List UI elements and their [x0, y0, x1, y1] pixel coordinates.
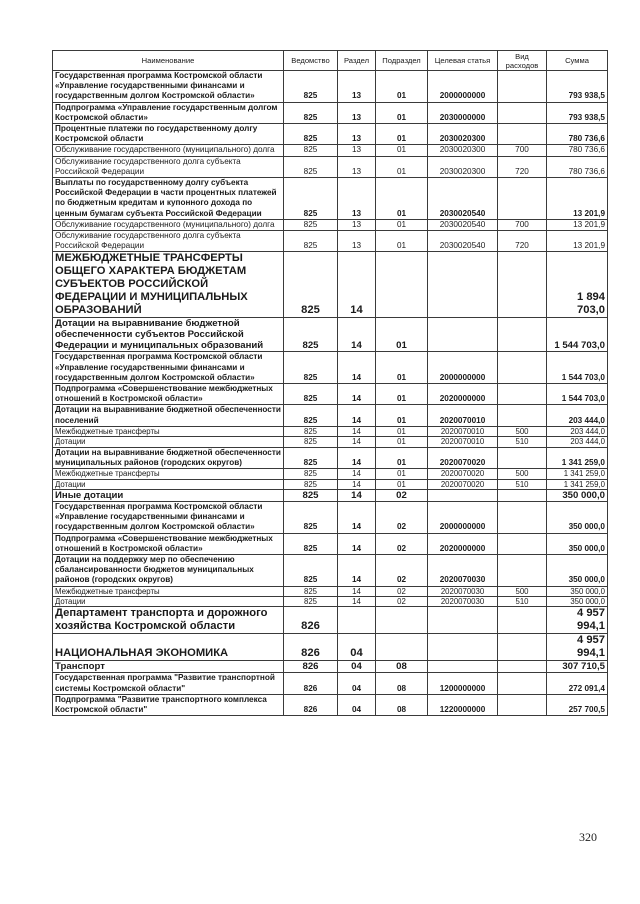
cell-summa: 793 938,5	[547, 102, 608, 123]
cell-tselevaya-statya	[428, 607, 498, 634]
table-row	[53, 145, 608, 156]
cell-vedomstvo: 825	[284, 384, 338, 405]
table-row	[53, 447, 608, 468]
cell-name: Подпрограмма «Совершенствование межбюджетных отношений в Костромской области»	[53, 384, 284, 405]
cell-tselevaya-statya: 2030020300	[428, 156, 498, 177]
table-row	[53, 156, 608, 177]
table-row	[53, 501, 608, 533]
table-row	[53, 219, 608, 230]
table-row	[53, 318, 608, 352]
cell-summa: 1 894 703,0	[547, 252, 608, 318]
table-row	[53, 673, 608, 694]
cell-podrazdel: 08	[376, 694, 428, 715]
cell-razdel: 13	[338, 124, 376, 145]
cell-name: Государственная программа Костромской области «Управление государственными финансами и государственным долгом Костромской области»	[53, 501, 284, 533]
cell-podrazdel: 02	[376, 501, 428, 533]
cell-tselevaya-statya: 2020070030	[428, 596, 498, 606]
cell-tselevaya-statya: 2030000000	[428, 102, 498, 123]
cell-tselevaya-statya: 2020070020	[428, 479, 498, 489]
cell-vid-raskhodov	[498, 352, 547, 384]
cell-razdel: 14	[338, 469, 376, 479]
cell-vedomstvo: 826	[284, 661, 338, 673]
cell-tselevaya-statya: 2020000000	[428, 533, 498, 554]
cell-vedomstvo: 825	[284, 178, 338, 220]
cell-vid-raskhodov: 510	[498, 596, 547, 606]
table-row	[53, 694, 608, 715]
cell-name: Обслуживание государственного (муниципального) долга	[53, 145, 284, 156]
header-vedomstvo: Ведомство	[284, 51, 338, 71]
cell-name: Транспорт	[53, 661, 284, 673]
cell-vid-raskhodov	[498, 252, 547, 318]
table-row	[53, 586, 608, 596]
cell-tselevaya-statya: 2020070030	[428, 586, 498, 596]
cell-razdel: 04	[338, 634, 376, 661]
cell-summa: 350 000,0	[547, 554, 608, 586]
cell-name: Дотации на выравнивание бюджетной обеспеченности поселений	[53, 405, 284, 426]
cell-vid-raskhodov	[498, 673, 547, 694]
cell-razdel: 14	[338, 489, 376, 501]
cell-podrazdel	[376, 607, 428, 634]
cell-name: Дотации на выравнивание бюджетной обеспеченности субъектов Российской Федерации и муниципальных образований	[53, 318, 284, 352]
cell-summa: 1 544 703,0	[547, 352, 608, 384]
cell-vedomstvo: 825	[284, 586, 338, 596]
cell-vid-raskhodov	[498, 405, 547, 426]
cell-summa: 793 938,5	[547, 71, 608, 103]
cell-tselevaya-statya	[428, 489, 498, 501]
cell-razdel: 14	[338, 596, 376, 606]
cell-summa: 350 000,0	[547, 489, 608, 501]
cell-summa: 257 700,5	[547, 694, 608, 715]
table-row	[53, 102, 608, 123]
cell-name: Дотации	[53, 596, 284, 606]
cell-name: Выплаты по государственному долгу субъекта Российской Федерации в части процентных платежей по бюджетным кредитам и купонного дохода по ценным бумагам субъекта Российской Федерации	[53, 178, 284, 220]
cell-razdel: 14	[338, 252, 376, 318]
cell-razdel: 14	[338, 501, 376, 533]
cell-razdel: 14	[338, 586, 376, 596]
cell-vid-raskhodov: 510	[498, 437, 547, 447]
cell-tselevaya-statya: 2030020300	[428, 124, 498, 145]
cell-podrazdel: 02	[376, 533, 428, 554]
table-row	[53, 607, 608, 634]
cell-podrazdel: 01	[376, 124, 428, 145]
cell-vid-raskhodov	[498, 384, 547, 405]
cell-vedomstvo: 825	[284, 145, 338, 156]
cell-vedomstvo: 825	[284, 318, 338, 352]
cell-podrazdel: 01	[376, 156, 428, 177]
cell-podrazdel: 01	[376, 231, 428, 252]
cell-razdel: 14	[338, 533, 376, 554]
cell-razdel: 13	[338, 145, 376, 156]
cell-podrazdel	[376, 252, 428, 318]
cell-razdel: 14	[338, 554, 376, 586]
cell-tselevaya-statya: 2000000000	[428, 71, 498, 103]
cell-vid-raskhodov	[498, 501, 547, 533]
cell-vid-raskhodov: 720	[498, 156, 547, 177]
table-header-row	[53, 51, 608, 71]
cell-name: Межбюджетные трансферты	[53, 426, 284, 436]
cell-summa: 1 341 259,0	[547, 447, 608, 468]
cell-name: Департамент транспорта и дорожного хозяйства Костромской области	[53, 607, 284, 634]
cell-tselevaya-statya: 2020070010	[428, 426, 498, 436]
cell-vedomstvo: 825	[284, 219, 338, 230]
cell-podrazdel: 01	[376, 102, 428, 123]
table-row	[53, 252, 608, 318]
cell-name: Государственная программа Костромской области «Управление государственными финансами и государственным долгом Костромской области»	[53, 352, 284, 384]
cell-tselevaya-statya: 2000000000	[428, 501, 498, 533]
cell-summa: 350 000,0	[547, 533, 608, 554]
cell-tselevaya-statya: 2000000000	[428, 352, 498, 384]
cell-tselevaya-statya: 2030020540	[428, 178, 498, 220]
cell-vid-raskhodov	[498, 489, 547, 501]
cell-podrazdel: 02	[376, 596, 428, 606]
cell-summa: 307 710,5	[547, 661, 608, 673]
cell-summa: 272 091,4	[547, 673, 608, 694]
cell-vedomstvo: 825	[284, 554, 338, 586]
cell-vid-raskhodov: 700	[498, 145, 547, 156]
cell-podrazdel: 02	[376, 586, 428, 596]
cell-razdel	[338, 607, 376, 634]
header-summa: Сумма	[547, 51, 608, 71]
cell-podrazdel: 08	[376, 673, 428, 694]
cell-vedomstvo: 825	[284, 231, 338, 252]
cell-vid-raskhodov	[498, 318, 547, 352]
cell-name: Государственная программа "Развитие транспортной системы Костромской области"	[53, 673, 284, 694]
table-row	[53, 469, 608, 479]
header-podrazdel: Подраздел	[376, 51, 428, 71]
cell-podrazdel: 01	[376, 447, 428, 468]
cell-vedomstvo: 826	[284, 634, 338, 661]
cell-vedomstvo: 825	[284, 405, 338, 426]
cell-tselevaya-statya: 2020070020	[428, 469, 498, 479]
cell-name: Подпрограмма «Управление государственным долгом Костромской области»	[53, 102, 284, 123]
cell-summa: 203 444,0	[547, 426, 608, 436]
cell-tselevaya-statya: 2030020540	[428, 231, 498, 252]
table-row	[53, 479, 608, 489]
cell-vedomstvo: 825	[284, 533, 338, 554]
cell-vedomstvo: 825	[284, 71, 338, 103]
cell-podrazdel: 01	[376, 437, 428, 447]
cell-summa: 780 736,6	[547, 156, 608, 177]
header-name: Наименование	[53, 51, 284, 71]
cell-razdel: 14	[338, 318, 376, 352]
cell-vid-raskhodov	[498, 554, 547, 586]
cell-vedomstvo: 826	[284, 607, 338, 634]
cell-name: Дотации	[53, 437, 284, 447]
cell-podrazdel: 01	[376, 71, 428, 103]
cell-tselevaya-statya: 2020070030	[428, 554, 498, 586]
cell-name: Дотации на выравнивание бюджетной обеспеченности муниципальных районов (городских округов)	[53, 447, 284, 468]
table-row	[53, 426, 608, 436]
cell-name: Обслуживание государственного (муниципального) долга	[53, 219, 284, 230]
cell-summa: 203 444,0	[547, 405, 608, 426]
cell-tselevaya-statya: 2030020540	[428, 219, 498, 230]
cell-summa: 4 957 994,1	[547, 607, 608, 634]
cell-summa: 13 201,9	[547, 219, 608, 230]
cell-name: Дотации на поддержку мер по обеспечению сбалансированности бюджетов муниципальных районов (городских округов)	[53, 554, 284, 586]
cell-tselevaya-statya	[428, 252, 498, 318]
cell-tselevaya-statya: 2020000000	[428, 384, 498, 405]
cell-vedomstvo: 825	[284, 489, 338, 501]
cell-razdel: 14	[338, 447, 376, 468]
cell-summa: 203 444,0	[547, 437, 608, 447]
cell-razdel: 13	[338, 102, 376, 123]
cell-name: Подпрограмма «Совершенствование межбюджетных отношений в Костромской области»	[53, 533, 284, 554]
cell-summa: 350 000,0	[547, 596, 608, 606]
cell-podrazdel: 01	[376, 318, 428, 352]
cell-podrazdel: 01	[376, 405, 428, 426]
cell-summa: 1 544 703,0	[547, 384, 608, 405]
cell-tselevaya-statya	[428, 661, 498, 673]
cell-summa: 4 957 994,1	[547, 634, 608, 661]
cell-podrazdel: 01	[376, 352, 428, 384]
cell-razdel: 14	[338, 426, 376, 436]
cell-vedomstvo: 825	[284, 156, 338, 177]
cell-razdel: 04	[338, 673, 376, 694]
cell-name: Межбюджетные трансферты	[53, 469, 284, 479]
table-row	[53, 489, 608, 501]
cell-name: Процентные платежи по государственному долгу Костромской области	[53, 124, 284, 145]
cell-tselevaya-statya	[428, 318, 498, 352]
table-row	[53, 124, 608, 145]
cell-tselevaya-statya: 2020070020	[428, 447, 498, 468]
cell-razdel: 13	[338, 219, 376, 230]
cell-name: Иные дотации	[53, 489, 284, 501]
cell-tselevaya-statya: 1220000000	[428, 694, 498, 715]
cell-razdel: 14	[338, 479, 376, 489]
cell-podrazdel: 01	[376, 145, 428, 156]
cell-vid-raskhodov	[498, 533, 547, 554]
cell-vedomstvo: 825	[284, 479, 338, 489]
header-razdel: Раздел	[338, 51, 376, 71]
cell-tselevaya-statya: 1200000000	[428, 673, 498, 694]
cell-razdel: 04	[338, 694, 376, 715]
cell-podrazdel: 08	[376, 661, 428, 673]
cell-vid-raskhodov	[498, 634, 547, 661]
table-row	[53, 384, 608, 405]
table-row	[53, 352, 608, 384]
cell-vid-raskhodov: 510	[498, 479, 547, 489]
cell-vid-raskhodov: 720	[498, 231, 547, 252]
cell-name: Обслуживание государственного долга субъекта Российской Федерации	[53, 231, 284, 252]
cell-razdel: 13	[338, 156, 376, 177]
cell-vedomstvo: 825	[284, 102, 338, 123]
cell-name: Подпрограмма "Развитие транспортного комплекса Костромской области"	[53, 694, 284, 715]
cell-summa: 350 000,0	[547, 501, 608, 533]
cell-vid-raskhodov: 500	[498, 469, 547, 479]
cell-razdel: 14	[338, 352, 376, 384]
table-row	[53, 231, 608, 252]
table-row	[53, 71, 608, 103]
cell-name: Обслуживание государственного долга субъекта Российской Федерации	[53, 156, 284, 177]
table-row	[53, 437, 608, 447]
cell-vedomstvo: 825	[284, 447, 338, 468]
cell-vid-raskhodov	[498, 102, 547, 123]
cell-vedomstvo: 825	[284, 252, 338, 318]
cell-razdel: 04	[338, 661, 376, 673]
cell-summa: 350 000,0	[547, 586, 608, 596]
cell-vedomstvo: 825	[284, 352, 338, 384]
table-row	[53, 533, 608, 554]
cell-summa: 780 736,6	[547, 145, 608, 156]
cell-podrazdel: 01	[376, 469, 428, 479]
cell-vid-raskhodov	[498, 124, 547, 145]
cell-vid-raskhodov	[498, 71, 547, 103]
cell-summa: 780 736,6	[547, 124, 608, 145]
cell-razdel: 14	[338, 405, 376, 426]
cell-podrazdel: 01	[376, 479, 428, 489]
cell-name: Государственная программа Костромской области «Управление государственными финансами и государственным долгом Костромской области»	[53, 71, 284, 103]
cell-name: НАЦИОНАЛЬНАЯ ЭКОНОМИКА	[53, 634, 284, 661]
header-tselevaya-statya: Целевая статья	[428, 51, 498, 71]
cell-vid-raskhodov: 700	[498, 219, 547, 230]
cell-tselevaya-statya: 2020070010	[428, 405, 498, 426]
cell-vedomstvo: 825	[284, 124, 338, 145]
cell-vid-raskhodov	[498, 661, 547, 673]
cell-vedomstvo: 825	[284, 501, 338, 533]
cell-name: Межбюджетные трансферты	[53, 586, 284, 596]
budget-table	[52, 50, 608, 716]
cell-vid-raskhodov	[498, 178, 547, 220]
cell-podrazdel: 01	[376, 426, 428, 436]
cell-name: МЕЖБЮДЖЕТНЫЕ ТРАНСФЕРТЫ ОБЩЕГО ХАРАКТЕРА БЮДЖЕТАМ СУБЪЕКТОВ РОССИЙСКОЙ ФЕДЕРАЦИИ И МУНИЦИПАЛЬНЫХ ОБРАЗОВАНИЙ	[53, 252, 284, 318]
table-row	[53, 554, 608, 586]
cell-vedomstvo: 825	[284, 596, 338, 606]
cell-vedomstvo: 825	[284, 469, 338, 479]
cell-vedomstvo: 825	[284, 426, 338, 436]
cell-tselevaya-statya: 2030020300	[428, 145, 498, 156]
cell-summa: 13 201,9	[547, 231, 608, 252]
cell-vid-raskhodov	[498, 607, 547, 634]
cell-podrazdel: 02	[376, 554, 428, 586]
cell-vid-raskhodov: 500	[498, 586, 547, 596]
cell-summa: 13 201,9	[547, 178, 608, 220]
cell-podrazdel: 01	[376, 178, 428, 220]
cell-podrazdel: 01	[376, 384, 428, 405]
table-row	[53, 405, 608, 426]
cell-razdel: 14	[338, 384, 376, 405]
cell-vedomstvo: 826	[284, 694, 338, 715]
cell-vedomstvo: 825	[284, 437, 338, 447]
cell-vid-raskhodov: 500	[498, 426, 547, 436]
cell-podrazdel: 01	[376, 219, 428, 230]
header-vid-raskhodov: Вид расходов	[498, 51, 547, 71]
cell-tselevaya-statya	[428, 634, 498, 661]
cell-summa: 1 544 703,0	[547, 318, 608, 352]
table-row	[53, 661, 608, 673]
cell-podrazdel	[376, 634, 428, 661]
cell-vid-raskhodov	[498, 694, 547, 715]
table-row	[53, 634, 608, 661]
cell-razdel: 14	[338, 437, 376, 447]
cell-summa: 1 341 259,0	[547, 479, 608, 489]
cell-razdel: 13	[338, 178, 376, 220]
cell-name: Дотации	[53, 479, 284, 489]
cell-razdel: 13	[338, 71, 376, 103]
cell-vid-raskhodov	[498, 447, 547, 468]
table-row	[53, 178, 608, 220]
table-row	[53, 596, 608, 606]
cell-tselevaya-statya: 2020070010	[428, 437, 498, 447]
page-number: 320	[579, 830, 597, 844]
cell-summa: 1 341 259,0	[547, 469, 608, 479]
cell-razdel: 13	[338, 231, 376, 252]
cell-podrazdel: 02	[376, 489, 428, 501]
cell-vedomstvo: 826	[284, 673, 338, 694]
